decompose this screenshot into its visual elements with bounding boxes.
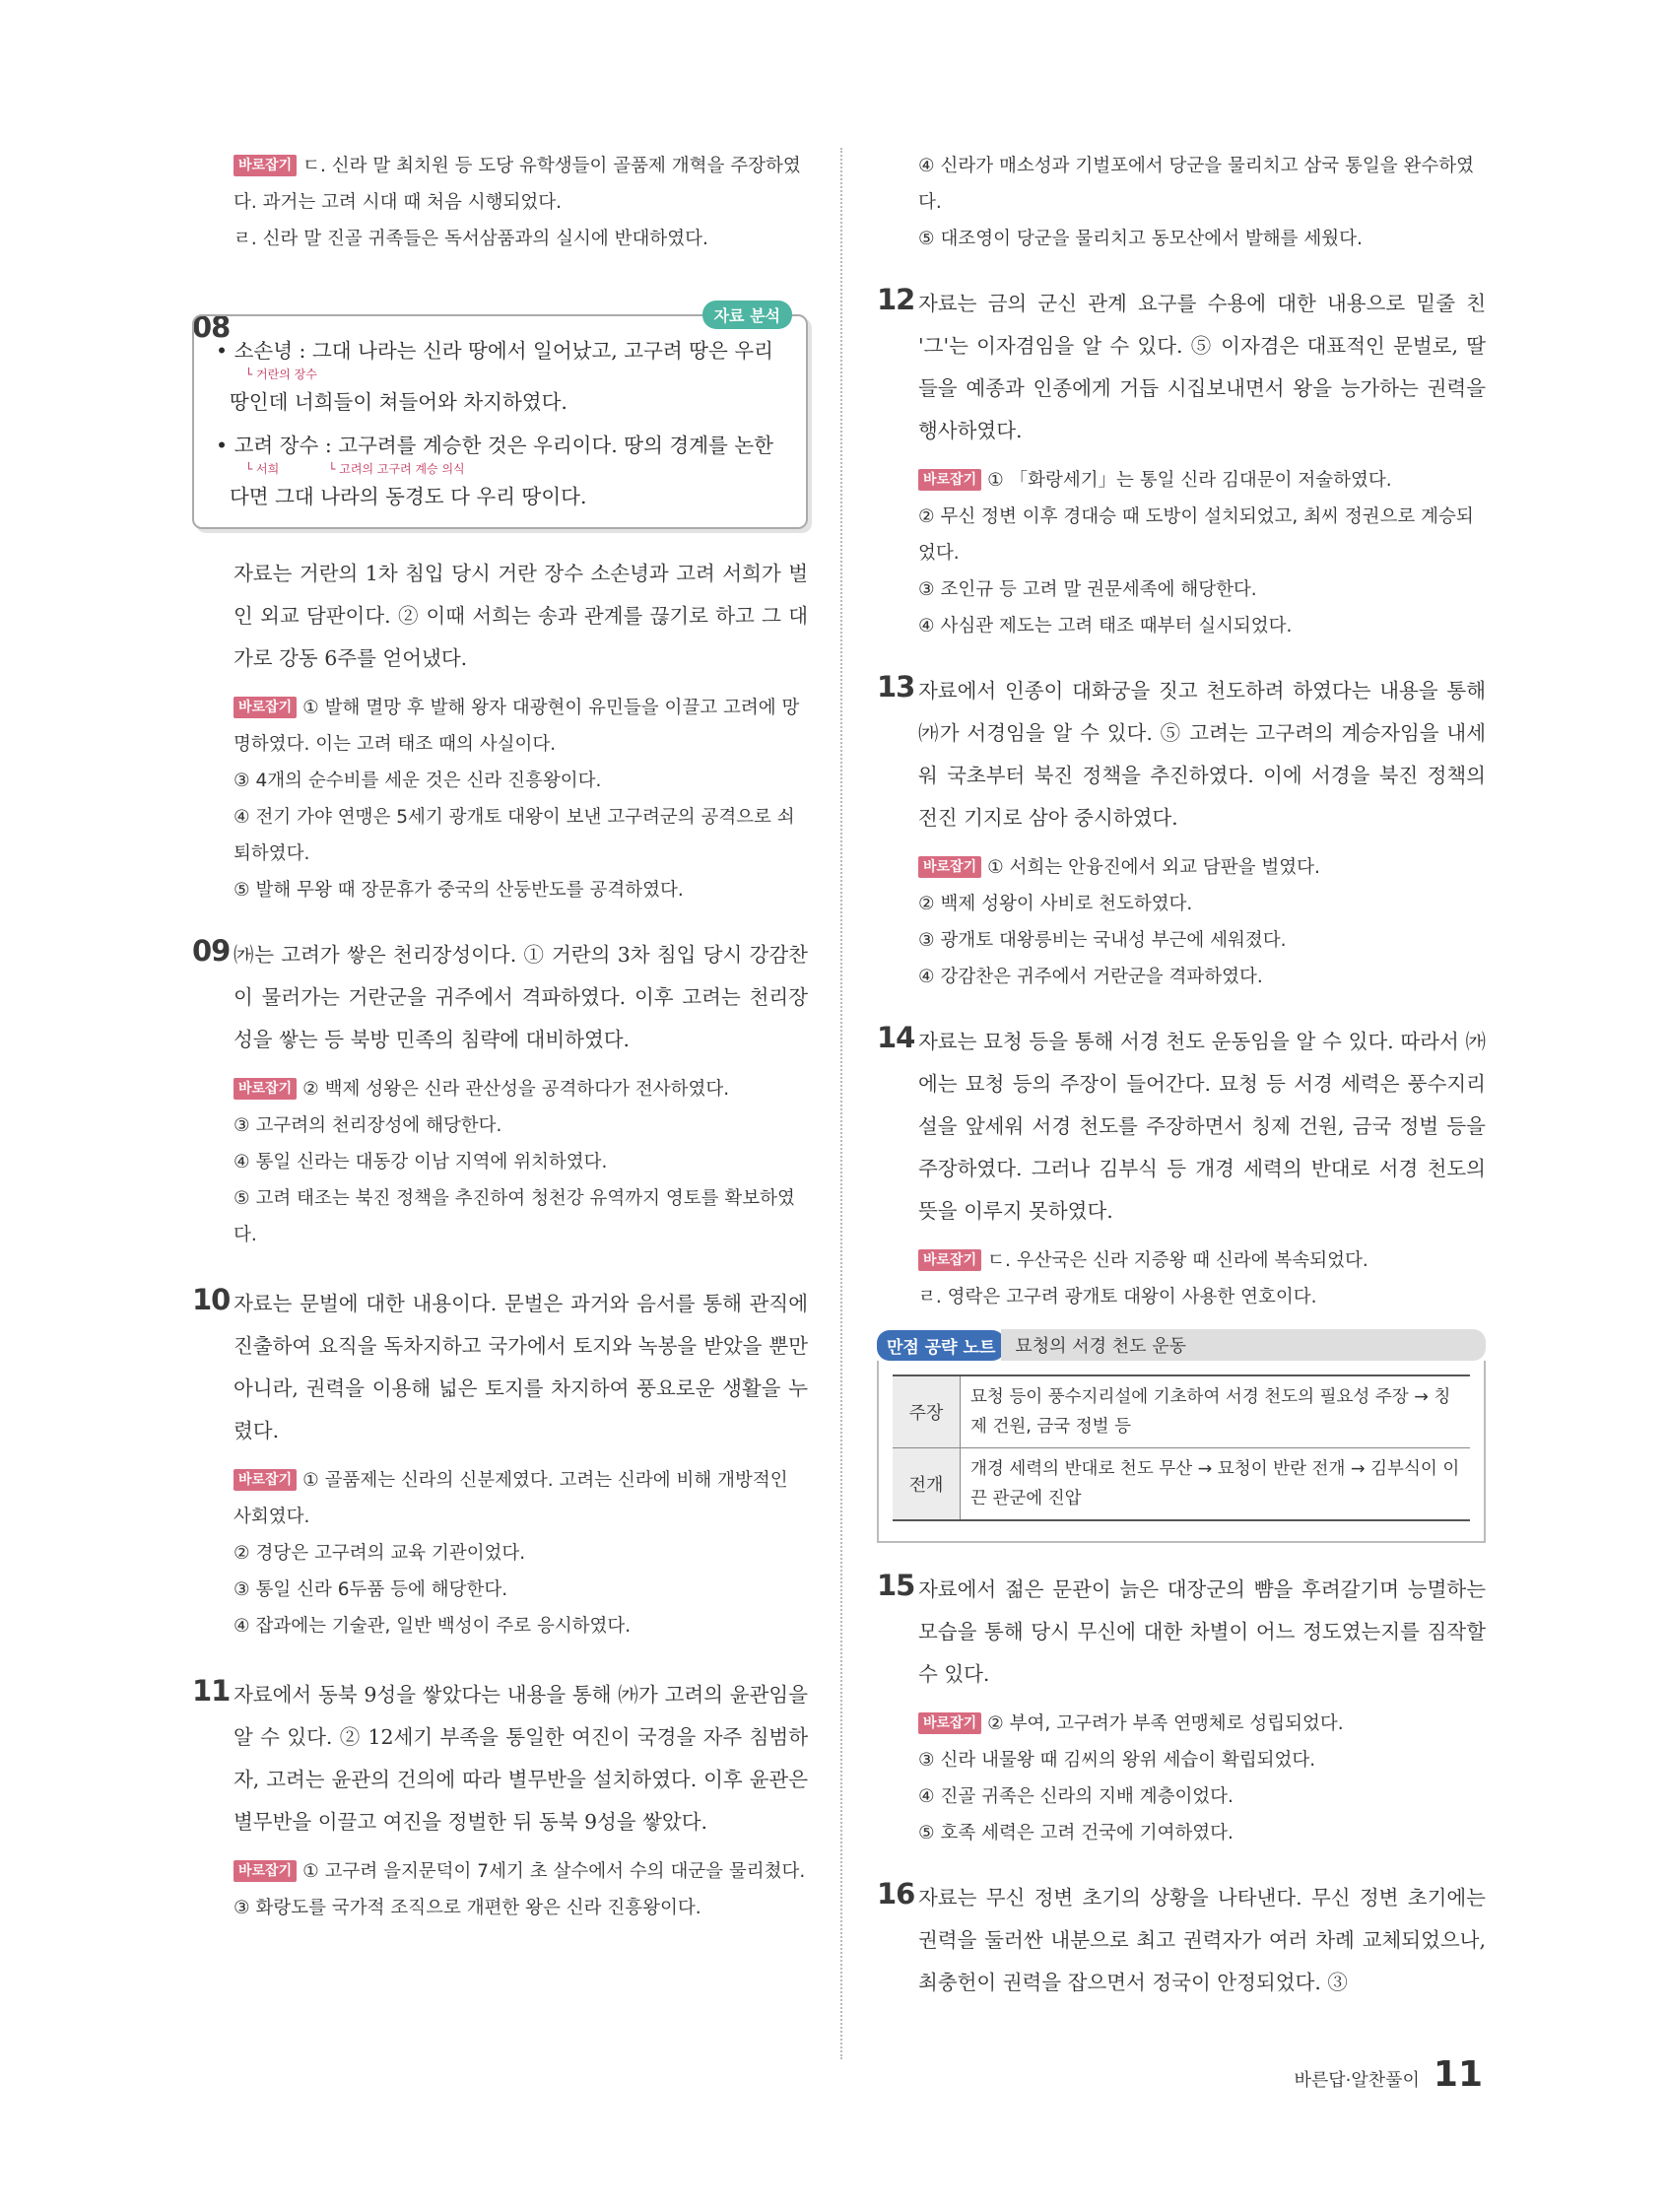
question-number: 11 [192, 1674, 231, 1708]
fix-badge: 바로잡기 [918, 856, 981, 878]
fix-line: ㄹ. 신라 말 진골 귀족들은 독서삼품과의 실시에 반대하였다. [234, 229, 708, 249]
fix-line: ① 발해 멸망 후 발해 왕자 대광현이 유민들을 이끌고 고려에 망명하였다. 이는 고려 태조 때의 사실이다. [234, 698, 800, 755]
question-10 [192, 1283, 808, 1644]
tip-title: 묘청의 서경 천도 운동 [1001, 1329, 1486, 1361]
answer-explanation: 자료는 문벌에 대한 내용이다. 문벌은 과거와 음서를 통해 관직에 진출하여 요직을 독차지하고 국가에서 토지와 녹봉을 받았을 뿐만 아니라, 권력을 이용해 넓은 토지를 차지하여 풍요로운 생활을 누렸다. [234, 1292, 808, 1442]
fix-line: ① 고구려 을지문덕이 7세기 초 살수에서 수의 대군을 물리쳤다. [302, 1861, 806, 1882]
fix-line: ③ 통일 신라 6두품 등에 해당한다. [234, 1579, 508, 1600]
fix-badge: 바로잡기 [918, 1249, 981, 1271]
table-row [893, 1448, 1470, 1521]
fix-line: ① 「화랑세기」는 통일 신라 김대문이 저술하였다. [987, 470, 1392, 491]
fix-line: ④ 신라가 매소성과 기벌포에서 당군을 물리치고 삼국 통일을 완수하였다. [918, 156, 1475, 213]
answer-explanation: 자료에서 동북 9성을 쌓았다는 내용을 통해 ㈎가 고려의 윤관임을 알 수 있다. ② 12세기 부족을 통일한 여진이 국경을 자주 침범하자, 고려는 윤관의 건의에 따라 별무반을 설치하였다. 이후 윤관은 별무반을 이끌고 여진을 정벌한 뒤 동북 9성을 쌓았다. [234, 1683, 808, 1834]
answer-explanation: 자료에서 인종이 대화궁을 짓고 천도하려 하였다는 내용을 통해 ㈎가 서경임을 알 수 있다. ⑤ 고려는 고구려의 계승자임을 내세워 국초부터 북진 정책을 추진하였다. 이에 서경을 북진 정책의 전진 기지로 삼아 중시하였다. [918, 679, 1486, 830]
fix-badge: 바로잡기 [234, 1078, 297, 1100]
fix-line: ③ 조인규 등 고려 말 권문세족에 해당한다. [918, 579, 1257, 600]
page-footer [1294, 2054, 1483, 2095]
fix-line: ④ 잡과에는 기술관, 일반 백성이 주로 응시하였다. [234, 1616, 632, 1637]
analysis-tag: 자료 분석 [702, 301, 792, 329]
question-number: 13 [877, 670, 915, 704]
fix-badge: 바로잡기 [234, 697, 297, 718]
analysis-note: └ 고려의 고구려 계승 의식 [328, 462, 465, 476]
top-fix-continued [918, 148, 1486, 257]
table-header: 전개 [893, 1448, 961, 1521]
fix-line: ② 부여, 고구려가 부족 연맹체로 성립되었다. [987, 1713, 1344, 1734]
question-number: 16 [877, 1877, 915, 1910]
fix-line: ㄹ. 영락은 고구려 광개토 대왕이 사용한 연호이다. [918, 1287, 1317, 1307]
fix-badge: 바로잡기 [918, 1712, 981, 1734]
page-number: 11 [1433, 2054, 1483, 2095]
fix-badge: 바로잡기 [234, 1860, 297, 1882]
analysis-note: └ 거란의 장수 [245, 368, 317, 381]
question-16 [877, 1877, 1486, 2004]
question-number: 10 [192, 1283, 231, 1316]
fix-line: ④ 사심관 제도는 고려 태조 때부터 실시되었다. [918, 616, 1293, 637]
table-header: 주장 [893, 1375, 961, 1448]
column-divider [840, 148, 842, 2059]
question-number: 12 [877, 283, 915, 316]
fix-line: ① 서희는 안융진에서 외교 담판을 벌였다. [987, 857, 1320, 878]
question-13 [877, 670, 1486, 995]
table-cell: 묘청 등이 풍수지리설에 기초하여 서경 천도의 필요성 주장 → 칭제 건원, 금국 정벌 등 [961, 1375, 1471, 1448]
top-fix-block [234, 148, 808, 257]
fix-line: ⑤ 고려 태조는 북진 정책을 추진하여 청천강 유역까지 영토를 확보하였다. [234, 1188, 795, 1245]
question-12 [877, 283, 1486, 644]
question-15 [877, 1569, 1486, 1851]
fix-line: ④ 강감찬은 귀주에서 거란군을 격파하였다. [918, 967, 1263, 987]
tip-note [877, 1329, 1486, 1543]
fix-badge: 바로잡기 [234, 1469, 297, 1491]
fix-line: ③ 고구려의 천리장성에 해당한다. [234, 1115, 502, 1136]
answer-explanation: 자료는 거란의 1차 침입 당시 거란 장수 소손녕과 고려 서희가 벌인 외교 담판이다. ② 이때 서희는 송과 관계를 끊기로 하고 그 대가로 강동 6주를 얻어냈다. [234, 562, 808, 670]
fix-line: ① 골품제는 신라의 신분제였다. 고려는 신라에 비해 개방적인 사회였다. [234, 1470, 788, 1527]
fix-line: ④ 진골 귀족은 신라의 지배 계층이었다. [918, 1786, 1234, 1807]
analysis-line: 다면 그대 나라의 동경도 다 우리 땅이다. [230, 485, 587, 508]
question-08 [192, 306, 808, 908]
answer-explanation: 자료에서 젊은 문관이 늙은 대장군의 뺨을 후려갈기며 능멸하는 모습을 통해 당시 무신에 대한 차별이 어느 정도였는지를 짐작할 수 있다. [918, 1577, 1486, 1686]
analysis-line: 땅인데 너희들이 쳐들어와 차지하였다. [230, 390, 567, 414]
fix-line: ④ 통일 신라는 대동강 이남 지역에 위치하였다. [234, 1152, 608, 1173]
question-11 [192, 1674, 808, 1926]
table-row [893, 1375, 1470, 1448]
fix-badge: 바로잡기 [234, 155, 297, 176]
fix-badge: 바로잡기 [918, 469, 981, 491]
question-number: 09 [192, 934, 231, 968]
fix-line: ③ 4개의 순수비를 세운 것은 신라 진흥왕이다. [234, 771, 602, 791]
fix-line: ㄷ. 우산국은 신라 지증왕 때 신라에 복속되었다. [987, 1250, 1368, 1271]
fix-line: ③ 화랑도를 국가적 조직으로 개편한 왕은 신라 진흥왕이다. [234, 1898, 701, 1918]
fix-line: ④ 전기 가야 연맹은 5세기 광개토 대왕이 보낸 고구려군의 공격으로 쇠퇴하였다. [234, 807, 795, 864]
analysis-line: • 소손녕 : 그대 나라는 신라 땅에서 일어났고, 고구려 땅은 우리 [216, 339, 773, 363]
analysis-line: • 고려 장수 : 고구려를 계승한 것은 우리이다. 땅의 경계를 논한 [216, 434, 773, 457]
tip-badge: 만점 공략 노트 [877, 1330, 1005, 1361]
answer-explanation: 자료는 묘청 등을 통해 서경 천도 운동임을 알 수 있다. 따라서 ㈎에는 묘청 등의 주장이 들어간다. 묘청 등 서경 세력은 풍수지리설을 앞세워 서경 천도를 주장하면서 칭제 건원, 금국 정벌 등을 주장하였다. 그러나 김부식 등 개경 세력의 반대로 서경 천도의 뜻을 이루지 못하였다. [918, 1030, 1486, 1223]
question-number: 15 [877, 1569, 915, 1602]
fix-line: ⑤ 대조영이 당군을 물리치고 동모산에서 발해를 세웠다. [918, 229, 1363, 249]
table-cell: 개경 세력의 반대로 천도 무산 → 묘청이 반란 전개 → 김부식이 이끈 관군에 진압 [970, 1459, 1460, 1508]
fix-line: ② 백제 성왕은 신라 관산성을 공격하다가 전사하였다. [302, 1079, 730, 1100]
fix-line: ② 무신 정변 이후 경대승 때 도방이 설치되었고, 최씨 정권으로 계승되었다. [918, 506, 1474, 564]
fix-line: ③ 신라 내물왕 때 김씨의 왕위 세습이 확립되었다. [918, 1750, 1316, 1771]
fix-line: ② 경당은 고구려의 교육 기관이었다. [234, 1543, 526, 1564]
fix-line: ⑤ 발해 무왕 때 장문휴가 중국의 산둥반도를 공격하였다. [234, 880, 684, 901]
answer-explanation: 자료는 금의 군신 관계 요구를 수용에 대한 내용으로 밑줄 친 '그'는 이자겸임을 알 수 있다. ⑤ 이자겸은 대표적인 문벌로, 딸들을 예종과 인종에게 거듭 시집보내면서 왕을 능가하는 권력을 행사하였다. [918, 292, 1486, 442]
answer-explanation: 자료는 무신 정변 초기의 상황을 나타낸다. 무신 정변 초기에는 권력을 둘러싼 내분으로 최고 권력자가 여러 차례 교체되었으나, 최충헌이 권력을 잡으면서 정국이 안정되었다. ③ [918, 1886, 1486, 1994]
footer-title: 바른답·알찬풀이 [1294, 2070, 1420, 2091]
answer-explanation: ㈎는 고려가 쌓은 천리장성이다. ① 거란의 3차 침입 당시 강감찬이 물러가는 거란군을 귀주에서 격파하였다. 이후 고려는 천리장성을 쌓는 등 북방 민족의 침략에 대비하였다. [234, 943, 808, 1051]
question-number: 14 [877, 1021, 915, 1054]
analysis-note: └ 서희 [245, 462, 280, 476]
question-14 [877, 1021, 1486, 1543]
fix-line: ㄷ. 신라 말 최치원 등 도당 유학생들이 골품제 개혁을 주장하였다. 과거는 고려 시대 때 처음 시행되었다. [234, 156, 801, 213]
right-column [877, 148, 1486, 2004]
left-column [192, 148, 808, 1926]
fix-line: ② 백제 성왕이 사비로 천도하였다. [918, 894, 1193, 914]
tip-table [893, 1374, 1470, 1521]
analysis-box [192, 306, 808, 529]
question-09 [192, 934, 808, 1253]
fix-line: ③ 광개토 대왕릉비는 국내성 부근에 세워졌다. [918, 930, 1287, 951]
fix-line: ⑤ 호족 세력은 고려 건국에 기여하였다. [918, 1823, 1234, 1843]
question-number: 08 [192, 310, 231, 344]
